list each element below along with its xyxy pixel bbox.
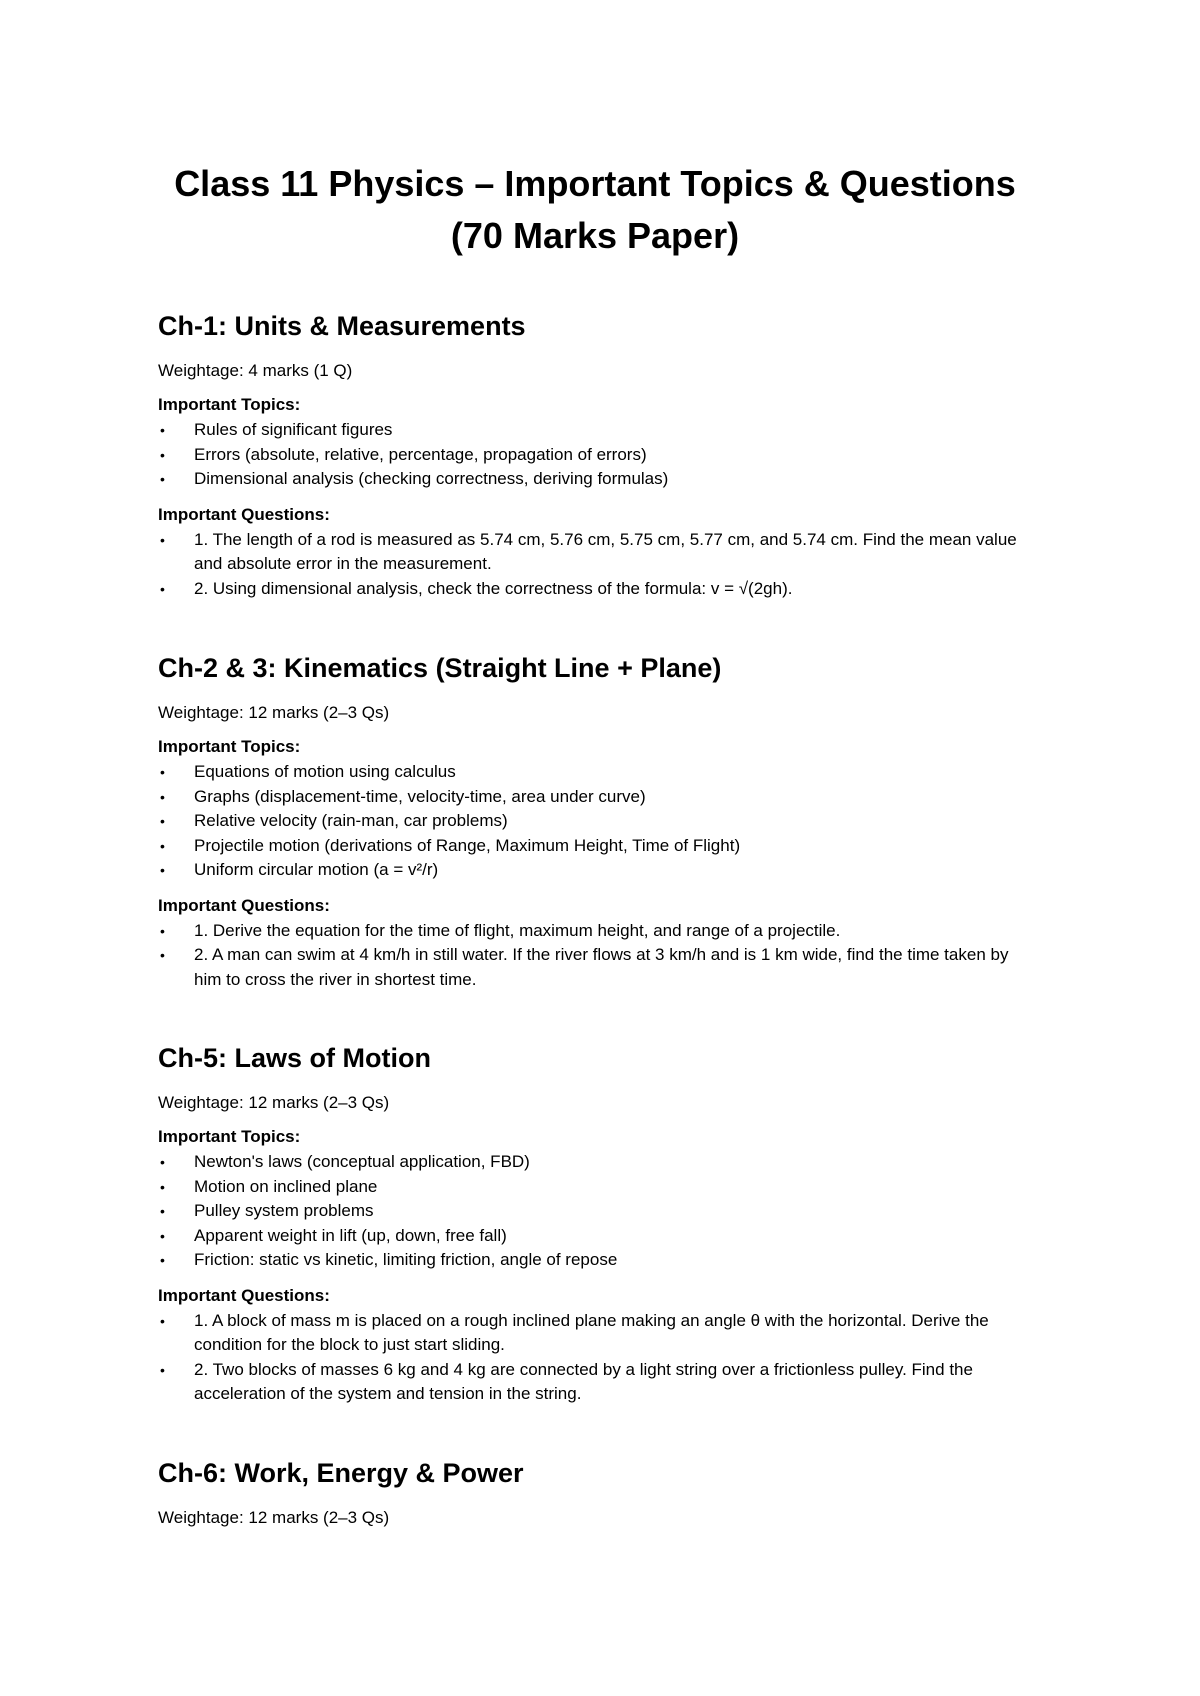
ch5-weightage: Weightage: 12 marks (2–3 Qs) bbox=[158, 1093, 390, 1112]
list-item: • 1. Derive the equation for the time of flight, maximum height, and range of a projectile. bbox=[158, 919, 1058, 944]
bullet-icon: • bbox=[160, 1312, 165, 1329]
ch1-questions-list bbox=[158, 528, 1058, 602]
bullet-icon: • bbox=[160, 1178, 165, 1195]
bullet-icon: • bbox=[160, 1203, 165, 1219]
ch5-questions-label: Important Questions: bbox=[158, 1285, 330, 1305]
ch2-topics-label: Important Topics: bbox=[158, 737, 301, 756]
bullet-icon: • bbox=[160, 1227, 165, 1244]
list-item: • Uniform circular motion (a = v²/r) bbox=[158, 858, 1058, 883]
ch2-topics-list bbox=[158, 760, 1058, 883]
bullet-icon: • bbox=[160, 580, 165, 597]
section-ch1 bbox=[158, 308, 1058, 601]
list-item: • Projectile motion (derivations of Range, Maximum Height, Time of Flight) bbox=[158, 834, 1058, 859]
list-item: • 2. Using dimensional analysis, check the correctness of the formula: v = √(2gh). bbox=[158, 577, 1058, 602]
bullet-icon: • bbox=[160, 1154, 165, 1170]
list-item: • Apparent weight in lift (up, down, free fall) bbox=[158, 1224, 1058, 1249]
section-ch2 bbox=[158, 650, 1058, 992]
bullet-icon: • bbox=[160, 837, 165, 854]
bullet-icon: • bbox=[160, 788, 165, 805]
ch5-topics-list bbox=[158, 1150, 1058, 1273]
bullet-icon: • bbox=[160, 862, 165, 878]
title-line-1: Class 11 Physics – Important Topics & Questions bbox=[174, 163, 1016, 204]
list-item: • 2. A man can swim at 4 km/h in still water. If the river flows at 3 km/h and is 1 km wide, find the time taken by him to cross the river in shortest time. bbox=[160, 945, 1009, 989]
ch1-topics-label: Important Topics: bbox=[158, 395, 301, 414]
bullet-icon: • bbox=[160, 1252, 165, 1268]
list-item: • Pulley system problems bbox=[158, 1199, 1058, 1224]
ch2-questions-list bbox=[158, 919, 1058, 993]
bullet-icon: • bbox=[160, 446, 165, 463]
bullet-icon: • bbox=[160, 471, 165, 487]
ch1-weightage: Weightage: 4 marks (1 Q) bbox=[158, 361, 353, 380]
list-item: • Equations of motion using calculus bbox=[158, 760, 1058, 785]
ch1-heading: Ch-1: Units & Measurements bbox=[158, 311, 526, 341]
bullet-icon: • bbox=[160, 813, 165, 829]
section-ch6 bbox=[158, 1455, 1058, 1529]
bullet-icon: • bbox=[160, 922, 165, 939]
ch1-questions-label: Important Questions: bbox=[158, 504, 330, 524]
title-line-2: (70 Marks Paper) bbox=[450, 215, 740, 256]
section-ch5 bbox=[158, 1040, 1058, 1407]
ch5-questions-list bbox=[158, 1309, 1058, 1407]
ch2-heading: Ch-2 & 3: Kinematics (Straight Line + Plane) bbox=[158, 653, 722, 683]
list-item: • Rules of significant figures bbox=[158, 418, 1058, 443]
list-item: • Friction: static vs kinetic, limiting friction, angle of repose bbox=[158, 1248, 1058, 1273]
ch5-heading: Ch-5: Laws of Motion bbox=[158, 1043, 431, 1073]
ch5-topics-label: Important Topics: bbox=[158, 1127, 301, 1146]
bullet-icon: • bbox=[160, 1361, 165, 1378]
bullet-icon: • bbox=[160, 531, 165, 548]
list-item: • Graphs (displacement-time, velocity-time, area under curve) bbox=[158, 785, 1058, 810]
list-item: • 1. The length of a rod is measured as 5.74 cm, 5.76 cm, 5.75 cm, 5.77 cm, and 5.74 cm. Find the mean value and absolute error in the measurement. bbox=[160, 529, 1017, 573]
bullet-icon: • bbox=[160, 422, 165, 438]
ch6-weightage: Weightage: 12 marks (2–3 Qs) bbox=[158, 1508, 390, 1527]
document-title bbox=[158, 158, 1032, 262]
ch2-weightage: Weightage: 12 marks (2–3 Qs) bbox=[158, 703, 390, 722]
list-item: • Newton's laws (conceptual application, FBD) bbox=[158, 1150, 1058, 1175]
list-item: • Motion on inclined plane bbox=[158, 1175, 1058, 1200]
ch6-heading: Ch-6: Work, Energy & Power bbox=[158, 1458, 524, 1488]
list-item: • Relative velocity (rain-man, car problems) bbox=[158, 809, 1058, 834]
ch1-topics-list bbox=[158, 418, 1058, 492]
ch2-questions-label: Important Questions: bbox=[158, 895, 330, 915]
list-item: • 2. Two blocks of masses 6 kg and 4 kg are connected by a light string over a frictionless pulley. Find the acceleration of the system and tension in the string. bbox=[160, 1359, 973, 1403]
list-item: • Errors (absolute, relative, percentage, propagation of errors) bbox=[158, 443, 1058, 468]
bullet-icon: • bbox=[160, 764, 165, 780]
list-item: • Dimensional analysis (checking correctness, deriving formulas) bbox=[158, 467, 1058, 492]
list-item: • 1. A block of mass m is placed on a rough inclined plane making an angle θ with the horizontal. Derive the condition for the block to just start sliding. bbox=[160, 1310, 989, 1354]
bullet-icon: • bbox=[160, 947, 165, 963]
